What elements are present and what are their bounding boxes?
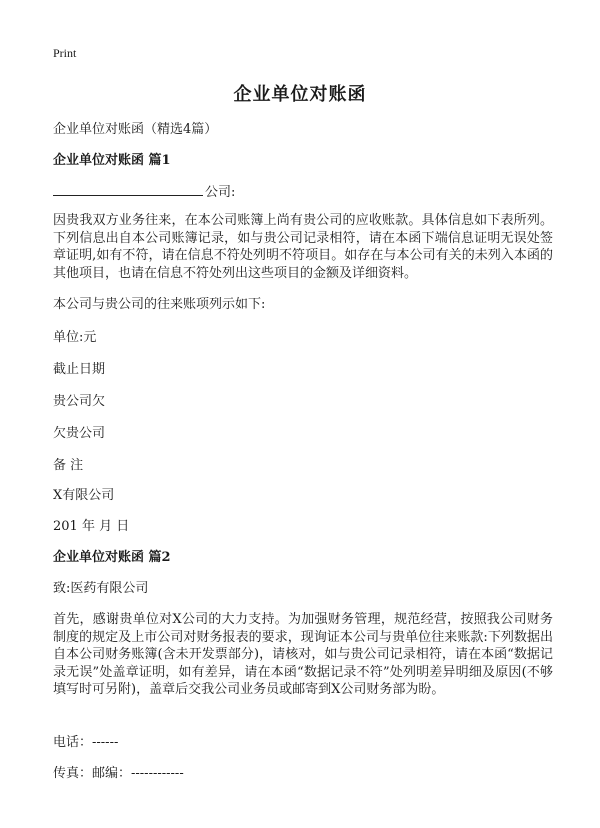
company-name-blank [53,182,203,196]
company-line-label: 公司: [205,185,236,200]
print-label: Print [53,46,77,60]
section2-heading: 企业单位对账函 篇2 [53,550,171,565]
document-title: 企业单位对账函 [233,84,367,105]
section2-body: 首先，感谢贵单位对X公司的大力支持。为加强财务管理，规范经营，按照我公司财务制度的规定及上市公司对财务报表的要求，现询证本公司与贵单位往来账款:下列数据出自本公司财务账簿(含未开发票部分)，请核对，如与贵公司记录相符，请在本函“数据记录无误”处盖章证明，如有差异，请在本函“数据记录不符”处列明差异明细及原因(不够填写时可另附)，盖章后交我公司业务员或邮寄到X公司财务部为盼。 [53,612,553,697]
fax-postcode-line: 传真：邮编：------------ [53,766,184,781]
recipient-line: 致:医药有限公司 [53,581,149,596]
section1-body: 因贵我双方业务往来，在本公司账簿上尚有贵公司的应收账款。具体信息如下表所列。下列信息出自本公司账簿记录，如与贵公司记录相符，请在本函下端信息证明无误处签章证明,如有不符，请在信息不符处列明不符项目。如存在与本公司有关的未列入本函的其他项目，也请在信息不符处列出这些项目的金额及详细资料。 [53,213,553,281]
account-list-intro: 本公司与贵公司的往来账项列示如下: [53,297,266,312]
phone-line: 电话：------ [53,735,119,750]
section1-heading: 企业单位对账函 篇1 [53,153,171,168]
cutoff-date-label: 截止日期 [53,362,106,377]
owed-to-you-label: 欠贵公司 [53,426,106,441]
unit-label: 单位:元 [53,330,97,345]
owed-by-you-label: 贵公司欠 [53,394,106,409]
remarks-label: 备 注 [53,458,84,473]
sender-company-name: X有限公司 [53,488,115,503]
company-line [53,182,235,201]
letter-date: 201 年 月 日 [53,519,130,534]
document-subtitle: 企业单位对账函（精选4篇） [53,122,218,137]
